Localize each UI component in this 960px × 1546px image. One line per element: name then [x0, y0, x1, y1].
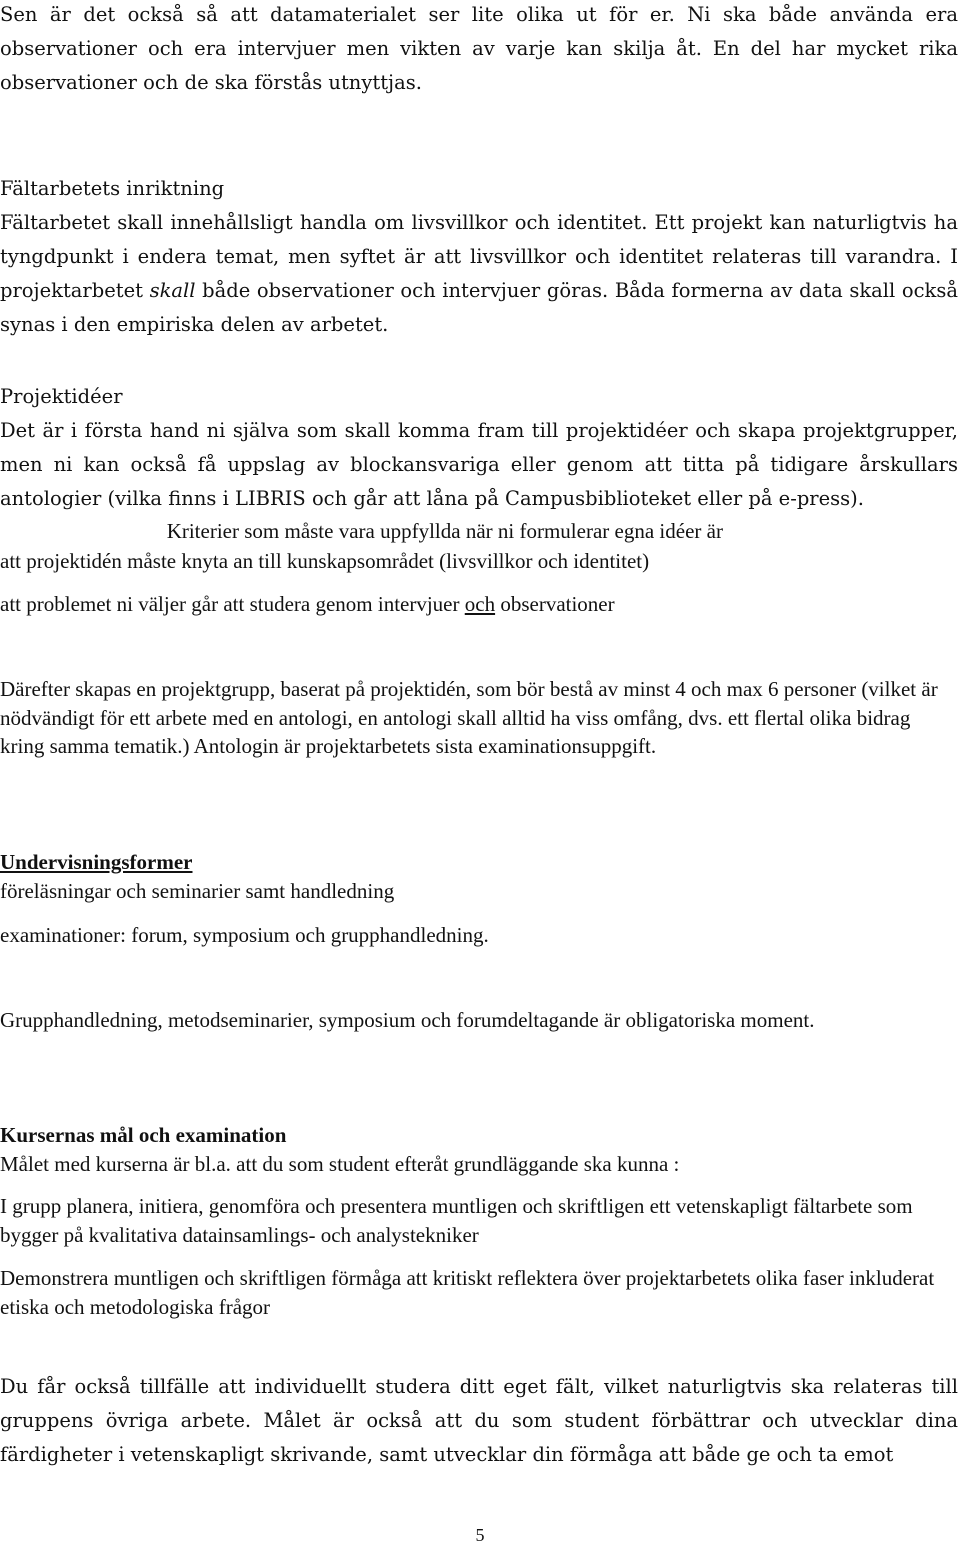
final-paragraph — [0, 1370, 958, 1472]
goal-2 — [0, 1264, 958, 1321]
paragraph-text: Fältarbetet skall innehållsligt handla om livsvillkor och identitet. Ett projekt kan naturligtvis ha tyngdpunkt i endera temat, men syftet är att livsvillkor och identitet relateras till varandra. I projektarbetet — [0, 211, 958, 302]
paragraph-text: Du får också tillfälle att individuellt studera ditt eget fält, vilket naturligtvis ska relateras till gruppens övriga arbete. Målet är också att du som student förbättrar och utvecklar dina färdigheter i vetenskapligt skrivande, samt utvecklar din förmåga att både ge och ta emot — [0, 1375, 958, 1466]
heading-text: Projektidéer — [0, 385, 123, 408]
mal-intro — [0, 1150, 958, 1179]
projektideer-paragraph — [0, 414, 958, 516]
heading-text: Undervisningsformer — [0, 850, 193, 874]
intro-paragraph — [0, 0, 958, 100]
undervisning-line-3 — [0, 1006, 958, 1035]
section-heading-projektideer — [0, 380, 958, 414]
projektgrupp-paragraph — [0, 675, 958, 761]
criterion-1 — [0, 547, 958, 576]
goal-text: I grupp planera, initiera, genomföra och presentera muntligen och skriftligen ett vetenskapligt fältarbete som bygger på kvalitativa datainsamlings- och analystekniker — [0, 1194, 913, 1247]
section-heading-mal — [0, 1121, 958, 1150]
emphasis-skall: skall — [149, 279, 196, 302]
underlined-word: och — [464, 592, 496, 616]
criterion-text: att projektidén måste knyta an till kunskapsområdet (livsvillkor och identitet) — [0, 549, 650, 573]
intro-text: Sen är det också så att datamaterialet ser lite olika ut för er. Ni ska både använda era observationer och era intervjuer men vikten av varje kan skilja åt. En del har mycket rika observationer och de ska förstås utnyttjas. — [0, 3, 958, 94]
paragraph-text: Grupphandledning, metodseminarier, symposium och forumdeltagande är obligatoriska moment. — [0, 1008, 815, 1032]
section-heading-faltarbete — [0, 172, 958, 206]
goal-text: Demonstrera muntligen och skriftligen förmåga att kritiskt reflektera över projektarbetets olika faser inkluderat etiska och metodologiska frågor — [0, 1266, 935, 1319]
criterion-text-cont: observationer — [495, 592, 615, 616]
section-heading-undervisning — [0, 848, 193, 877]
paragraph-text: föreläsningar och seminarier samt handledning — [0, 879, 395, 903]
paragraph-text: Därefter skapas en projektgrupp, baserat på projektidén, som bör bestå av minst 4 och max 6 personer (vilket är nödvändigt för ett arbete med en antologi, en antologi skall alltid ha viss omfång, dvs. ett flertal olika bidrag kring samma tematik.) Antologin är projektarbetets sista examinationsuppgift. — [0, 677, 938, 758]
kriterier-intro — [0, 517, 958, 547]
paragraph-text: Det är i första hand ni själva som skall komma fram till projektidéer och skapa projektgrupper, men ni kan också få uppslag av blockansvariga eller genom att titta på tidigare årskullars antologier (vilka finns i LIBRIS och går att låna på Campusbiblioteket eller på e-press). — [0, 419, 958, 510]
criterion-text: att problemet ni väljer går att studera genom intervjuer — [0, 592, 465, 616]
criterion-2 — [0, 590, 958, 619]
undervisning-line-1 — [0, 877, 958, 906]
heading-text: Fältarbetets inriktning — [0, 177, 225, 200]
paragraph-text-cont: både observationer och intervjuer göras. Båda formerna av data skall också synas i den empiriska delen av arbetet. — [0, 279, 958, 336]
paragraph-text: examinationer: forum, symposium och grupphandledning. — [0, 923, 489, 947]
undervisning-line-2 — [0, 921, 958, 950]
faltarbete-paragraph — [0, 206, 958, 342]
heading-text: Kursernas mål och examination — [0, 1123, 287, 1147]
paragraph-text: Målet med kurserna är bl.a. att du som student efteråt grundläggande ska kunna : — [0, 1152, 680, 1176]
goal-1 — [0, 1192, 958, 1249]
page-number: 5 — [475, 1525, 485, 1545]
kriterier-text: Kriterier som måste vara uppfyllda när ni formulerar egna idéer är — [166, 519, 723, 543]
